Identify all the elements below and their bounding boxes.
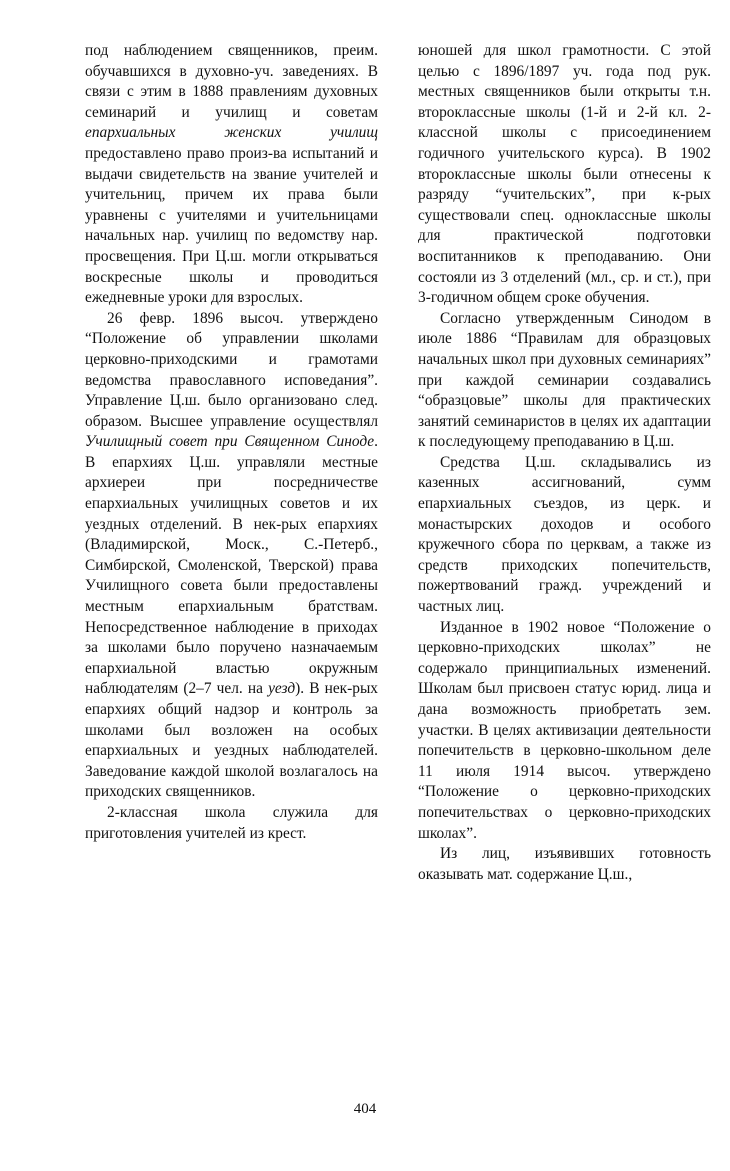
italic-term: уезд <box>268 680 296 698</box>
paragraph: Согласно утвержденным Синодом в июле 1886 “Правилам для образцовых начальных школ при духовных семинариях” при каждой семинарии создавались “образцовые” школы для практических занятий семинаристов в целях их адаптации к последующему преподаванию в Ц.ш. <box>418 309 711 451</box>
left-column <box>85 41 378 844</box>
paragraph: под наблюдением священников, преим. обучавшихся в духовно-уч. заведениях. В связи с этим в 1888 правлениям духовных семинарий и училищ и советам епархиальных женских училищ предоставлено право произ-ва испытаний и выдачи свидетельств на звание учителей и учительниц, причем их права были уравнены с учителями и учительницами начальных нар. училищ по ведомству нар. просвещения. При Ц.ш. могли открываться воскресные школы и проводиться ежедневные уроки для взрослых. <box>85 42 378 307</box>
right-column <box>418 41 711 885</box>
paragraph: 2-классная школа служила для приготовления учителей из крест. <box>85 803 378 842</box>
italic-term: Училищный совет при Священном Синоде <box>85 433 375 451</box>
paragraph: Из лиц, изъявивших готовность оказывать мат. содержание Ц.ш., <box>418 845 711 883</box>
paragraph: Средства Ц.ш. складывались из казенных ассигнований, сумм епархиальных съездов, из церк. и монастырских доходов и особого кружечного сбора по церквам, а также из средств приходских попечительств, пожертвований гражд. учреждений и частных лиц. <box>418 453 711 616</box>
paragraph: 26 февр. 1896 высоч. утверждено “Положение об управлении школами церковно-приходскими и грамотами ведомства православного исповедания”. Управление Ц.ш. было организовано след. образом. Высшее управление осуществлял Училищный совет при Священном Синоде. В епархиях Ц.ш. управляли местные архиереи при посредничестве епархиальных училищных советов и их уездных отделений. В нек-рых епархиях (Владимирской, Моск., С.-Петерб., Симбирской, Смоленской, Тверской) права Училищного совета были предоставлены местным епархиальным братствам. Непосредственное наблюдение в приходах за школами было поручено назначаемым епархиальной властью окружным наблюдателям (2–7 чел. на уезд). В нек-рых епархиях общий надзор и контроль за школами был возложен на особых епархиальных и уездных наблюдателей. Заведование каждой школой возлагалось на приходских священников. <box>85 309 378 801</box>
paragraph: Изданное в 1902 новое “Положение о церковно-приходских школах” не содержало принципиальных изменений. Школам был присвоен статус юрид. лица и дана возможность приобретать зем. участки. В целях активизации деятельности попечительств в церковно-школьном деле 11 июля 1914 высоч. утверждено “Положение о церковно-приходских попечительствах о церковно-приходских школах”. <box>418 618 711 842</box>
page-number: 404 <box>353 1101 377 1117</box>
italic-term: епархиальных женских училищ <box>85 124 378 142</box>
paragraph: юношей для школ грамотности. С этой целью с 1896/1897 уч. года под рук. местных священников были открыты т.н. второклассные школы (1-й и 2-й кл. 2-классной школы с присоединением годичного учительского курса). В 1902 второклассные школы были отнесены к разряду “учительских”, при к-рых существовали спец. одноклассные школы для практической подготовки воспитанников к преподаванию. Они состояли из 3 отделений (мл., ср. и ст.), при 3-годичном общем сроке обучения. <box>418 42 711 307</box>
